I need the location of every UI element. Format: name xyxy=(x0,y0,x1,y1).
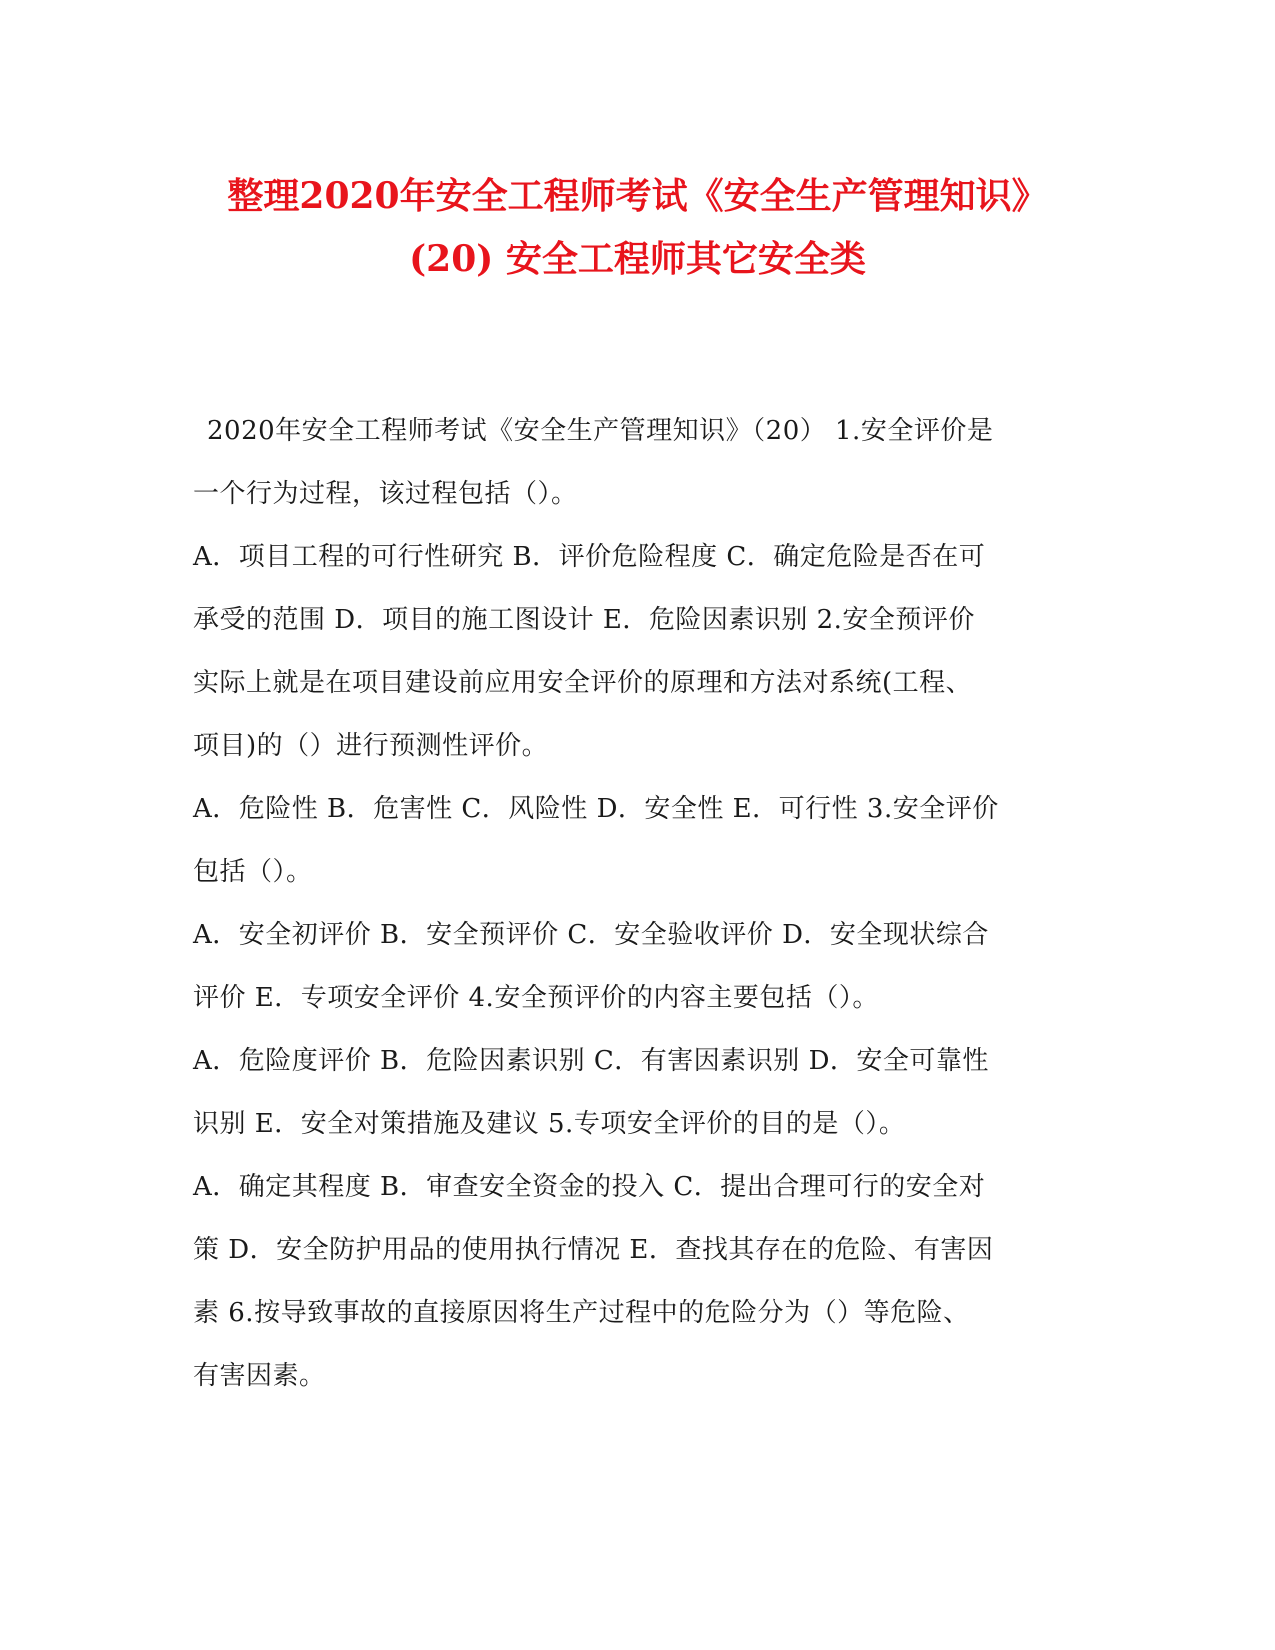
body-line: 一个行为过程，该过程包括（）。 xyxy=(193,479,578,509)
document-title-line-1: 整理2020年安全工程师考试《安全生产管理知识》 xyxy=(227,175,1048,217)
body-line: 识别 E．安全对策措施及建议 5.专项安全评价的目的是（）。 xyxy=(193,1109,906,1139)
body-line: 实际上就是在项目建设前应用安全评价的原理和方法对系统(工程、 xyxy=(193,668,973,698)
body-line: A．危险度评价 B．危险因素识别 C．有害因素识别 D．安全可靠性 xyxy=(193,1046,989,1076)
body-line: 项目)的（）进行预测性评价。 xyxy=(193,731,549,761)
body-line: 包括（）。 xyxy=(193,857,313,887)
body-line: 承受的范围 D．项目的施工图设计 E．危险因素识别 2.安全预评价 xyxy=(193,605,975,635)
body-line: A．确定其程度 B．审查安全资金的投入 C．提出合理可行的安全对 xyxy=(193,1172,986,1202)
document-title-line-2: (20) 安全工程师其它安全类 xyxy=(409,238,866,280)
body-line: 策 D．安全防护用品的使用执行情况 E．查找其存在的危险、有害因 xyxy=(193,1235,994,1265)
body-line: 2020年安全工程师考试《安全生产管理知识》（20） 1.安全评价是 xyxy=(207,416,994,446)
body-line: A．项目工程的可行性研究 B．评价危险程度 C．确定危险是否在可 xyxy=(193,542,986,572)
body-line: A．安全初评价 B．安全预评价 C．安全验收评价 D．安全现状综合 xyxy=(193,920,989,950)
body-line: A．危险性 B．危害性 C．风险性 D．安全性 E．可行性 3.安全评价 xyxy=(193,794,999,824)
document-body xyxy=(193,408,1093,1416)
body-line: 有害因素。 xyxy=(193,1361,326,1391)
body-line: 素 6.按导致事故的直接原因将生产过程中的危险分为（）等危险、 xyxy=(193,1298,970,1328)
body-line: 评价 E．专项安全评价 4.安全预评价的内容主要包括（）。 xyxy=(193,983,879,1013)
